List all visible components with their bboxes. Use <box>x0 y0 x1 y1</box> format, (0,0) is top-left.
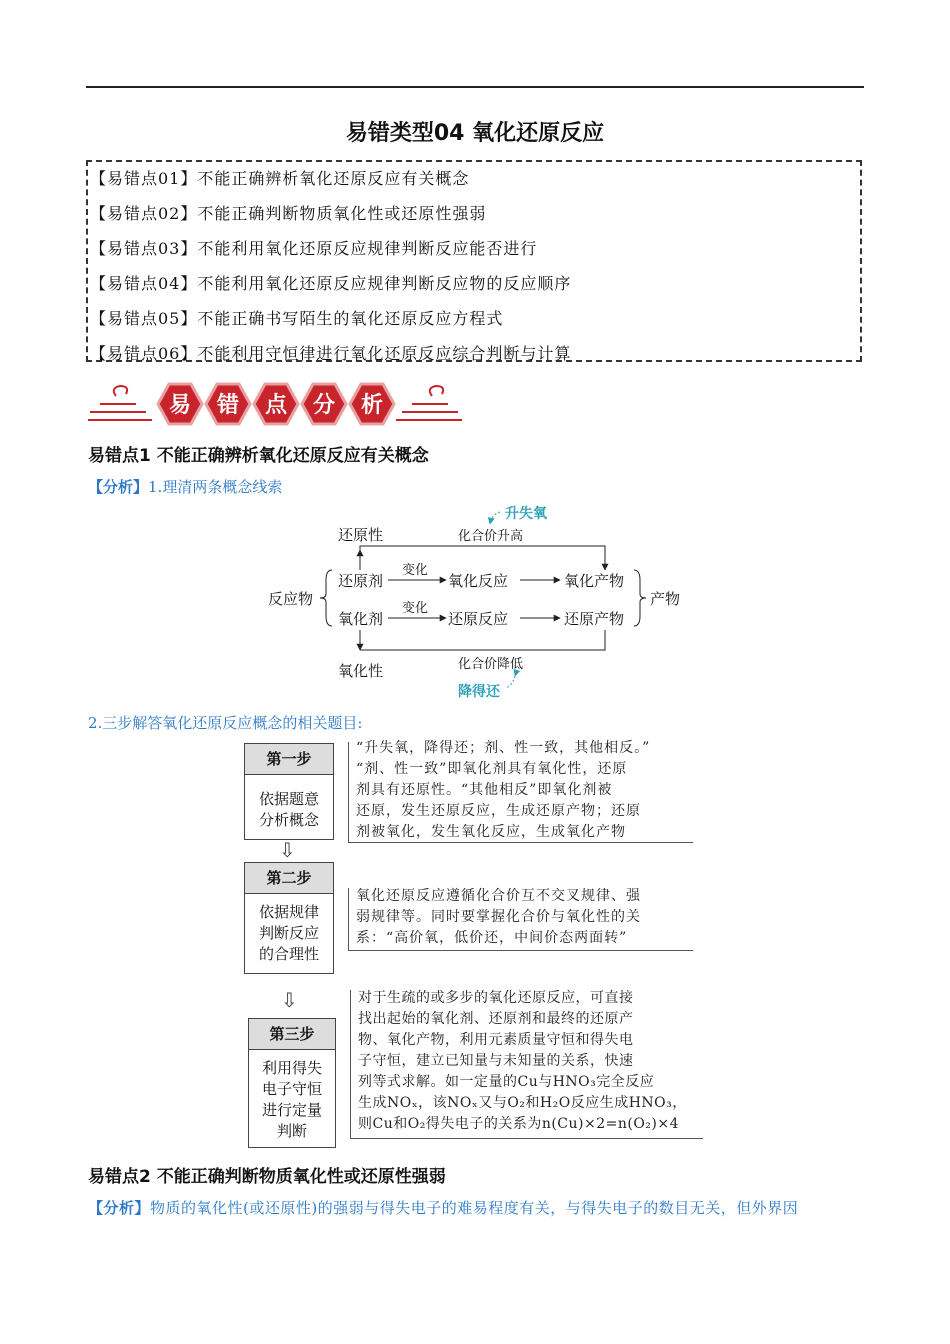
reducibility-label: 还原性 <box>338 526 384 544</box>
oxid-reaction-label: 氧化反应 <box>448 572 509 590</box>
step3-box <box>248 1018 336 1148</box>
error-point-item: 【易错点04】不能利用氧化还原反应规律判断反应物的反应顺序 <box>90 274 572 293</box>
reduc-product-label: 还原产物 <box>564 610 625 628</box>
step-text-line: 列等式求解。如一定量的Cu与HNO₃完全反应 <box>358 1074 655 1090</box>
step-body-line: 判断反应 <box>258 924 319 942</box>
reactant-label: 反应物 <box>268 590 314 608</box>
valence-down-label: 化合价降低 <box>458 657 524 672</box>
section1-analysis <box>88 476 282 497</box>
step-text-line: 生成NOₓ，该NOₓ又与O₂和H₂O反应生成HNO₃， <box>358 1095 687 1111</box>
step-text-line: 物、氧化产物，利用元素质量守恒和得失电 <box>358 1032 634 1048</box>
section1-title: 易错点1 不能正确辨析氧化还原反应有关概念 <box>88 446 429 466</box>
step-text-line: 弱规律等。同时要掌握化合价与氧化性的关 <box>356 909 641 925</box>
step-body-line: 进行定量 <box>261 1101 322 1119</box>
banner-char: 点 <box>264 393 288 418</box>
steps-intro: 2.三步解答氧化还原反应概念的相关题目: <box>88 714 363 732</box>
error-point-item: 【易错点03】不能利用氧化还原反应规律判断反应能否进行 <box>90 239 538 258</box>
mnemonic-up: 升失氧 <box>505 506 547 522</box>
step-text-line: 则Cu和O₂得失电子的关系为n(Cu)×2=n(O₂)×4 <box>358 1116 680 1132</box>
error-point-item: 【易错点01】不能正确辨析氧化还原反应有关概念 <box>90 169 470 188</box>
analysis-text: 1.理清两条概念线索 <box>148 478 283 496</box>
valence-up-label: 化合价升高 <box>458 529 524 544</box>
error-points-box <box>86 160 862 362</box>
error-point-item: 【易错点05】不能正确书写陌生的氧化还原反应方程式 <box>90 309 504 328</box>
banner-badges <box>158 384 394 424</box>
banner-left-swirl <box>88 386 152 420</box>
step-text-line: 剂具有还原性。“其他相反”即氧化剂被 <box>356 782 613 798</box>
banner-char: 错 <box>216 393 240 418</box>
oxidizability-label: 氧化性 <box>338 662 384 680</box>
analysis-banner <box>86 376 466 432</box>
step2-box <box>244 862 334 974</box>
step-head: 第一步 <box>245 744 333 775</box>
error-point-item: 【易错点02】不能正确判断物质氧化性或还原性强弱 <box>90 204 487 223</box>
step-body-line: 依据题意 <box>258 790 319 808</box>
step-head: 第二步 <box>245 863 333 894</box>
down-arrow-icon: ⇩ <box>279 838 296 862</box>
step-text-line: 系：“高价氧，低价还，中间价态两面转” <box>356 930 628 946</box>
step1-box <box>244 743 334 840</box>
analysis-text: 物质的氧化性(或还原性)的强弱与得失电子的难易程度有关，与得失电子的数目无关，但外界因 <box>150 1199 799 1217</box>
step-text-line: 还原，发生还原反应，生成还原产物；还原 <box>356 803 641 819</box>
product-label: 产物 <box>650 590 681 608</box>
step-text-line: 剂被氧化，发生氧化反应，生成氧化产物 <box>356 824 626 840</box>
step-text-line: 子守恒，建立已知量与未知量的关系，快速 <box>358 1053 634 1069</box>
banner-right-swirl <box>396 386 462 420</box>
step-text-line: 找出起始的氧化剂、还原剂和最终的还原产 <box>358 1011 634 1027</box>
step-text-line: 氧化还原反应遵循化合价互不交叉规律、强 <box>356 888 641 904</box>
oxid-product-label: 氧化产物 <box>564 572 625 590</box>
change-label-1: 变化 <box>402 563 429 578</box>
step-text-line: “剂、性一致”即氧化剂具有氧化性，还原 <box>356 761 628 777</box>
step-head: 第三步 <box>249 1019 335 1050</box>
step-body-line: 利用得失 <box>261 1059 322 1077</box>
step3-text <box>358 988 687 1135</box>
error-point-item: 【易错点06】不能利用守恒律进行氧化还原反应综合判断与计算 <box>90 344 572 363</box>
step-text-line: “升失氧，降得还；剂、性一致，其他相反。” <box>356 740 651 756</box>
concept-diagram <box>260 500 700 705</box>
analysis-tag: 【分析】 <box>88 478 149 496</box>
step-text-line: 对于生疏的或多步的氧化还原反应，可直接 <box>358 990 634 1006</box>
step-body-line: 判断 <box>276 1122 307 1140</box>
page-title: 易错类型04 氧化还原反应 <box>345 121 605 146</box>
analysis-tag: 【分析】 <box>88 1199 151 1217</box>
oxidizer-label: 氧化剂 <box>338 610 384 628</box>
reducer-label: 还原剂 <box>338 572 384 590</box>
step-body-line: 电子守恒 <box>261 1080 322 1098</box>
banner-char: 易 <box>168 393 192 418</box>
down-arrow-icon: ⇩ <box>281 988 298 1012</box>
header-rule <box>86 86 864 88</box>
step-body-line: 的合理性 <box>258 945 319 963</box>
reduc-reaction-label: 还原反应 <box>448 610 509 628</box>
mnemonic-down: 降得还 <box>458 684 500 700</box>
banner-char: 析 <box>360 393 384 418</box>
change-label-2: 变化 <box>402 601 429 616</box>
section2-analysis <box>88 1197 798 1218</box>
banner-char: 分 <box>312 393 336 418</box>
step2-text <box>356 886 641 949</box>
step1-text <box>356 738 650 843</box>
section2-title: 易错点2 不能正确判断物质氧化性或还原性强弱 <box>88 1167 446 1187</box>
step-body-line: 依据规律 <box>258 903 319 921</box>
step-body-line: 分析概念 <box>258 811 319 829</box>
